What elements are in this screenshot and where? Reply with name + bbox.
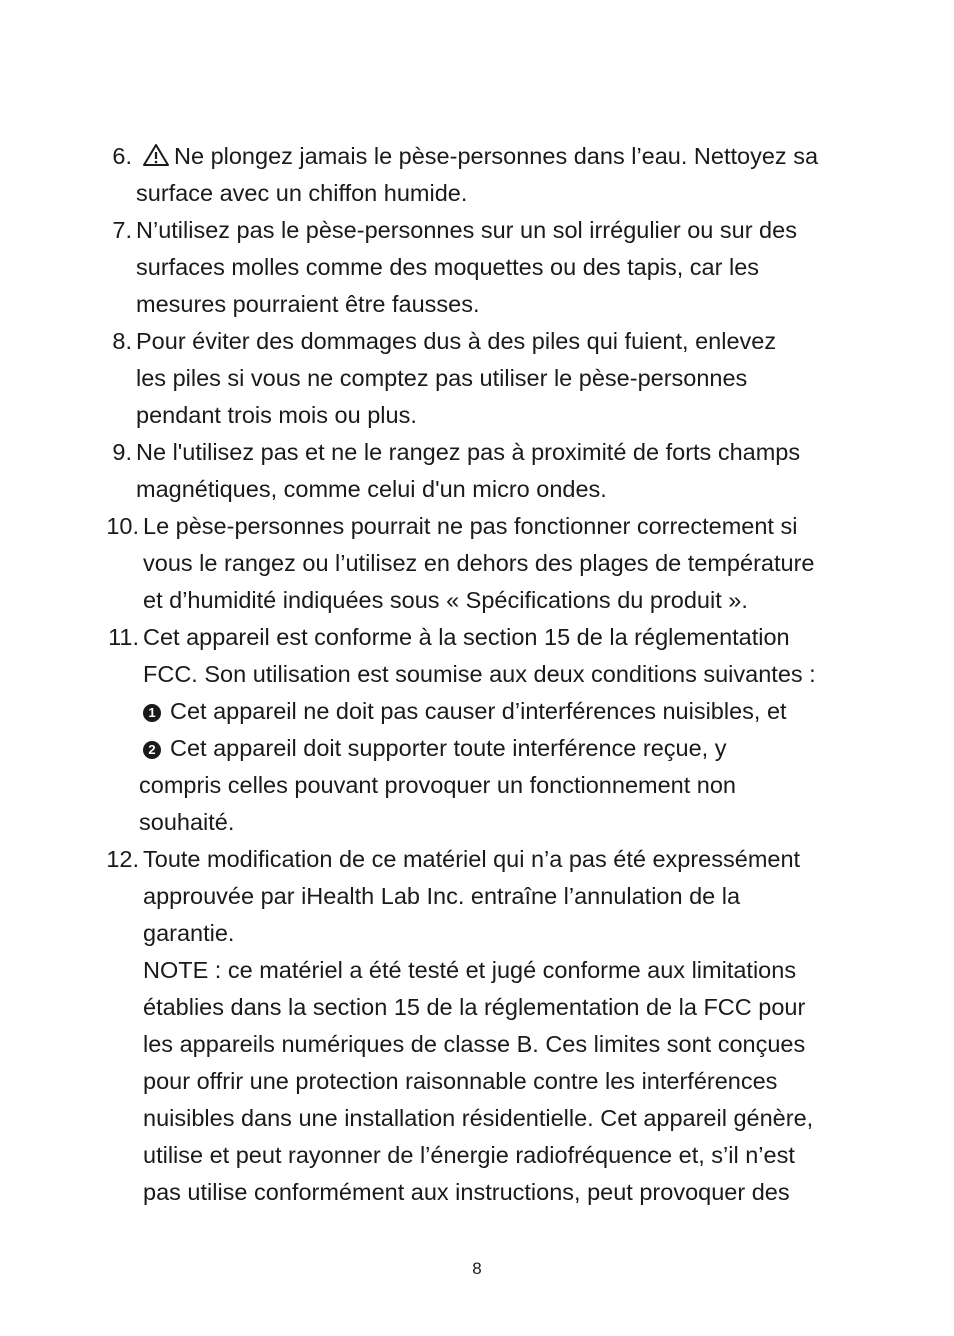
item-line: Le pèse-personnes pourrait ne pas fonctionner correctement si xyxy=(143,513,798,539)
item-line: Cet appareil est conforme à la section 15 de la réglementation xyxy=(143,624,790,650)
item-line: Toute modification de ce matériel qui n’a pas été expressément xyxy=(143,846,801,872)
item-line: souhaité. xyxy=(139,809,235,835)
item-line: N’utilisez pas le pèse-personnes sur un sol irrégulier ou sur des xyxy=(136,217,797,243)
item-line: pendant trois mois ou plus. xyxy=(136,402,417,428)
item-number: 10. xyxy=(106,513,139,539)
item-line: compris celles pouvant provoquer un fonctionnement non xyxy=(139,772,737,798)
condition-1: 1 Cet appareil ne doit pas causer d’interférences nuisibles, et xyxy=(143,693,954,730)
item-line: FCC. Son utilisation est soumise aux deux conditions suivantes : xyxy=(143,661,816,687)
item-number: 7. xyxy=(112,217,132,243)
warning-triangle-icon xyxy=(142,143,170,167)
list-item-10 xyxy=(0,508,954,619)
note-line: pas utilise conformément aux instructions, peut provoquer des xyxy=(143,1179,790,1205)
fcc-note xyxy=(143,952,954,1211)
item-line: surface avec un chiffon humide. xyxy=(136,180,468,206)
item-line: vous le rangez ou l’utilisez en dehors des plages de température xyxy=(143,550,815,576)
item-number: 6. xyxy=(112,143,132,169)
item-line: Ne plongez jamais le pèse-personnes dans l’eau. Nettoyez sa xyxy=(142,138,954,175)
item-line: magnétiques, comme celui d'un micro ondes. xyxy=(136,476,607,502)
item-line: approuvée par iHealth Lab Inc. entraîne l’annulation de la xyxy=(143,883,741,909)
note-line: nuisibles dans une installation résidentielle. Cet appareil génère, xyxy=(143,1105,814,1131)
note-line: les appareils numériques de classe B. Ces limites sont conçues xyxy=(143,1031,806,1057)
item-line: Pour éviter des dommages dus à des piles qui fuient, enlevez xyxy=(136,328,777,354)
item-line: Ne l'utilisez pas et ne le rangez pas à proximité de forts champs xyxy=(136,439,801,465)
item-line: mesures pourraient être fausses. xyxy=(136,291,480,317)
circled-number-icon: 1 xyxy=(143,704,161,722)
note-line: établies dans la section 15 de la réglementation de la FCC pour xyxy=(143,994,806,1020)
list-item-7 xyxy=(0,212,954,323)
item-number: 12. xyxy=(106,846,139,872)
item-line: garantie. xyxy=(143,920,235,946)
item-line: surfaces molles comme des moquettes ou des tapis, car les xyxy=(136,254,760,280)
page-number: 8 xyxy=(472,1259,482,1278)
note-line: pour offrir une protection raisonnable contre les interférences xyxy=(143,1068,778,1094)
item-line: les piles si vous ne comptez pas utiliser le pèse-personnes xyxy=(136,365,748,391)
list-item-9 xyxy=(0,434,954,508)
document-page xyxy=(0,138,954,1211)
note-line: NOTE : ce matériel a été testé et jugé conforme aux limitations xyxy=(143,957,797,983)
circled-number-icon: 2 xyxy=(143,741,161,759)
condition-2: 2 Cet appareil doit supporter toute interférence reçue, y xyxy=(143,730,954,767)
list-item-8 xyxy=(0,323,954,434)
item-number: 11. xyxy=(108,624,139,650)
item-number: 9. xyxy=(112,439,132,465)
list-item-12 xyxy=(0,841,954,1211)
item-line: et d’humidité indiquées sous « Spécifications du produit ». xyxy=(143,587,748,613)
list-item-6 xyxy=(0,138,954,212)
item-number: 8. xyxy=(112,328,132,354)
note-line: utilise et peut rayonner de l’énergie radiofréquence et, s’il n’est xyxy=(143,1142,795,1168)
list-item-11 xyxy=(0,619,954,841)
